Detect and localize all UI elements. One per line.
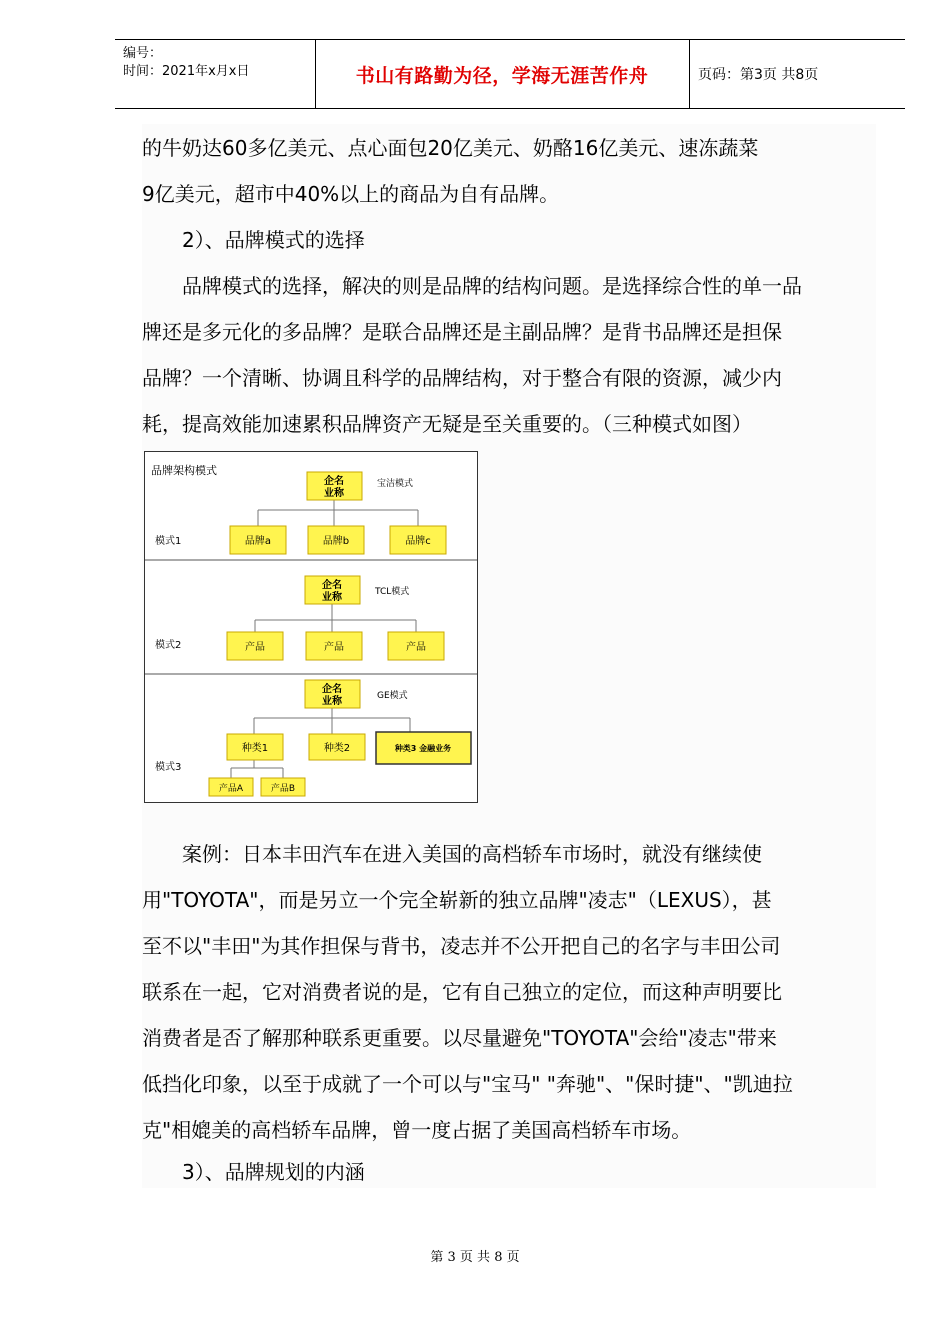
paragraph-line: 联系在一起，它对消费者说的是，它有自己独立的定位，而这种声明要比 [142,980,782,1004]
paragraph-line: 耗，提高效能加速累积品牌资产无疑是至关重要的。（三种模式如图） [142,412,752,436]
paragraph-line: 用"TOYOTA"，而是另立一个完全崭新的独立品牌"凌志"（LEXUS），甚 [142,888,772,912]
company-label: 业称 [322,592,342,603]
mode-tag: TCL模式 [375,587,410,597]
paragraph-line: 低挡化印象，以至于成就了一个可以与"宝马" "奔驰"、"保时捷"、"凯迪拉 [142,1072,793,1096]
company-label: 业称 [322,696,342,707]
sub-node-label: 产品B [270,784,296,794]
paragraph-line: 消费者是否了解那种联系更重要。以尽量避免"TOYOTA"会给"凌志"带来 [142,1026,777,1050]
page-header [115,39,905,109]
paragraph-line: 品牌模式的选择，解决的则是品牌的结构问题。是选择综合性的单一品 [182,274,802,298]
node-label: 产品 [245,642,265,653]
sub-node-label: 产品A [218,784,244,794]
section-heading-3: 3）、品牌规划的内涵 [182,1160,365,1184]
node-label: 种类3 金融业务 [394,744,452,753]
header-motto: 书山有路勤为径，学海无涯苦作舟 [355,64,649,87]
paragraph-line: 案例：日本丰田汽车在进入美国的高档轿车市场时，就没有继续使 [182,842,762,866]
header-meta-cell [115,40,316,108]
company-label: 企名 [322,684,342,695]
mode-label: 模式3 [155,762,182,773]
header-page-info: 页码：第3页 共8页 [698,67,819,83]
doc-number-label: 编号： [123,46,163,61]
node-label: 产品 [406,642,426,653]
doc-time-label: 时间：2021年x月x日 [123,64,250,79]
paragraph-line: 的牛奶达60多亿美元、点心面包20亿美元、奶酪16亿美元、速冻蔬菜 [142,136,759,160]
mode-tag: 宝洁模式 [377,479,414,489]
node-label: 种类2 [323,743,351,754]
node-label: 种类1 [241,743,269,754]
page-footer: 第 3 页 共 8 页 [430,1250,520,1265]
paragraph-line: 克"相媲美的高档轿车品牌，曾一度占据了美国高档轿车市场。 [142,1118,692,1142]
diagram-svg [145,452,477,802]
node-label: 品牌c [405,536,431,547]
paragraph-line: 品牌？一个清晰、协调且科学的品牌结构，对于整合有限的资源，减少内 [142,366,782,390]
diagram-title: 品牌架构模式 [151,464,217,477]
node-label: 产品 [324,642,344,653]
company-label: 企名 [322,580,342,591]
header-page-cell [690,40,905,108]
node-label: 品牌b [322,536,350,547]
header-motto-cell [315,40,690,108]
paragraph-line: 至不以"丰田"为其作担保与背书，凌志并不公开把自己的名字与丰田公司 [142,934,781,958]
mode-label: 模式1 [155,536,182,547]
mode-tag: GE模式 [377,691,408,701]
paragraph-line: 牌还是多元化的多品牌？是联合品牌还是主副品牌？是背书品牌还是担保 [142,320,782,344]
brand-architecture-diagram [144,451,478,803]
mode-label: 模式2 [155,640,182,651]
node-label: 品牌a [244,536,272,547]
company-label: 企名 [324,476,344,487]
paragraph-line: 9亿美元，超市中40%以上的商品为自有品牌。 [142,182,560,206]
company-label: 业称 [324,488,344,499]
section-heading-2: 2）、品牌模式的选择 [182,228,365,252]
